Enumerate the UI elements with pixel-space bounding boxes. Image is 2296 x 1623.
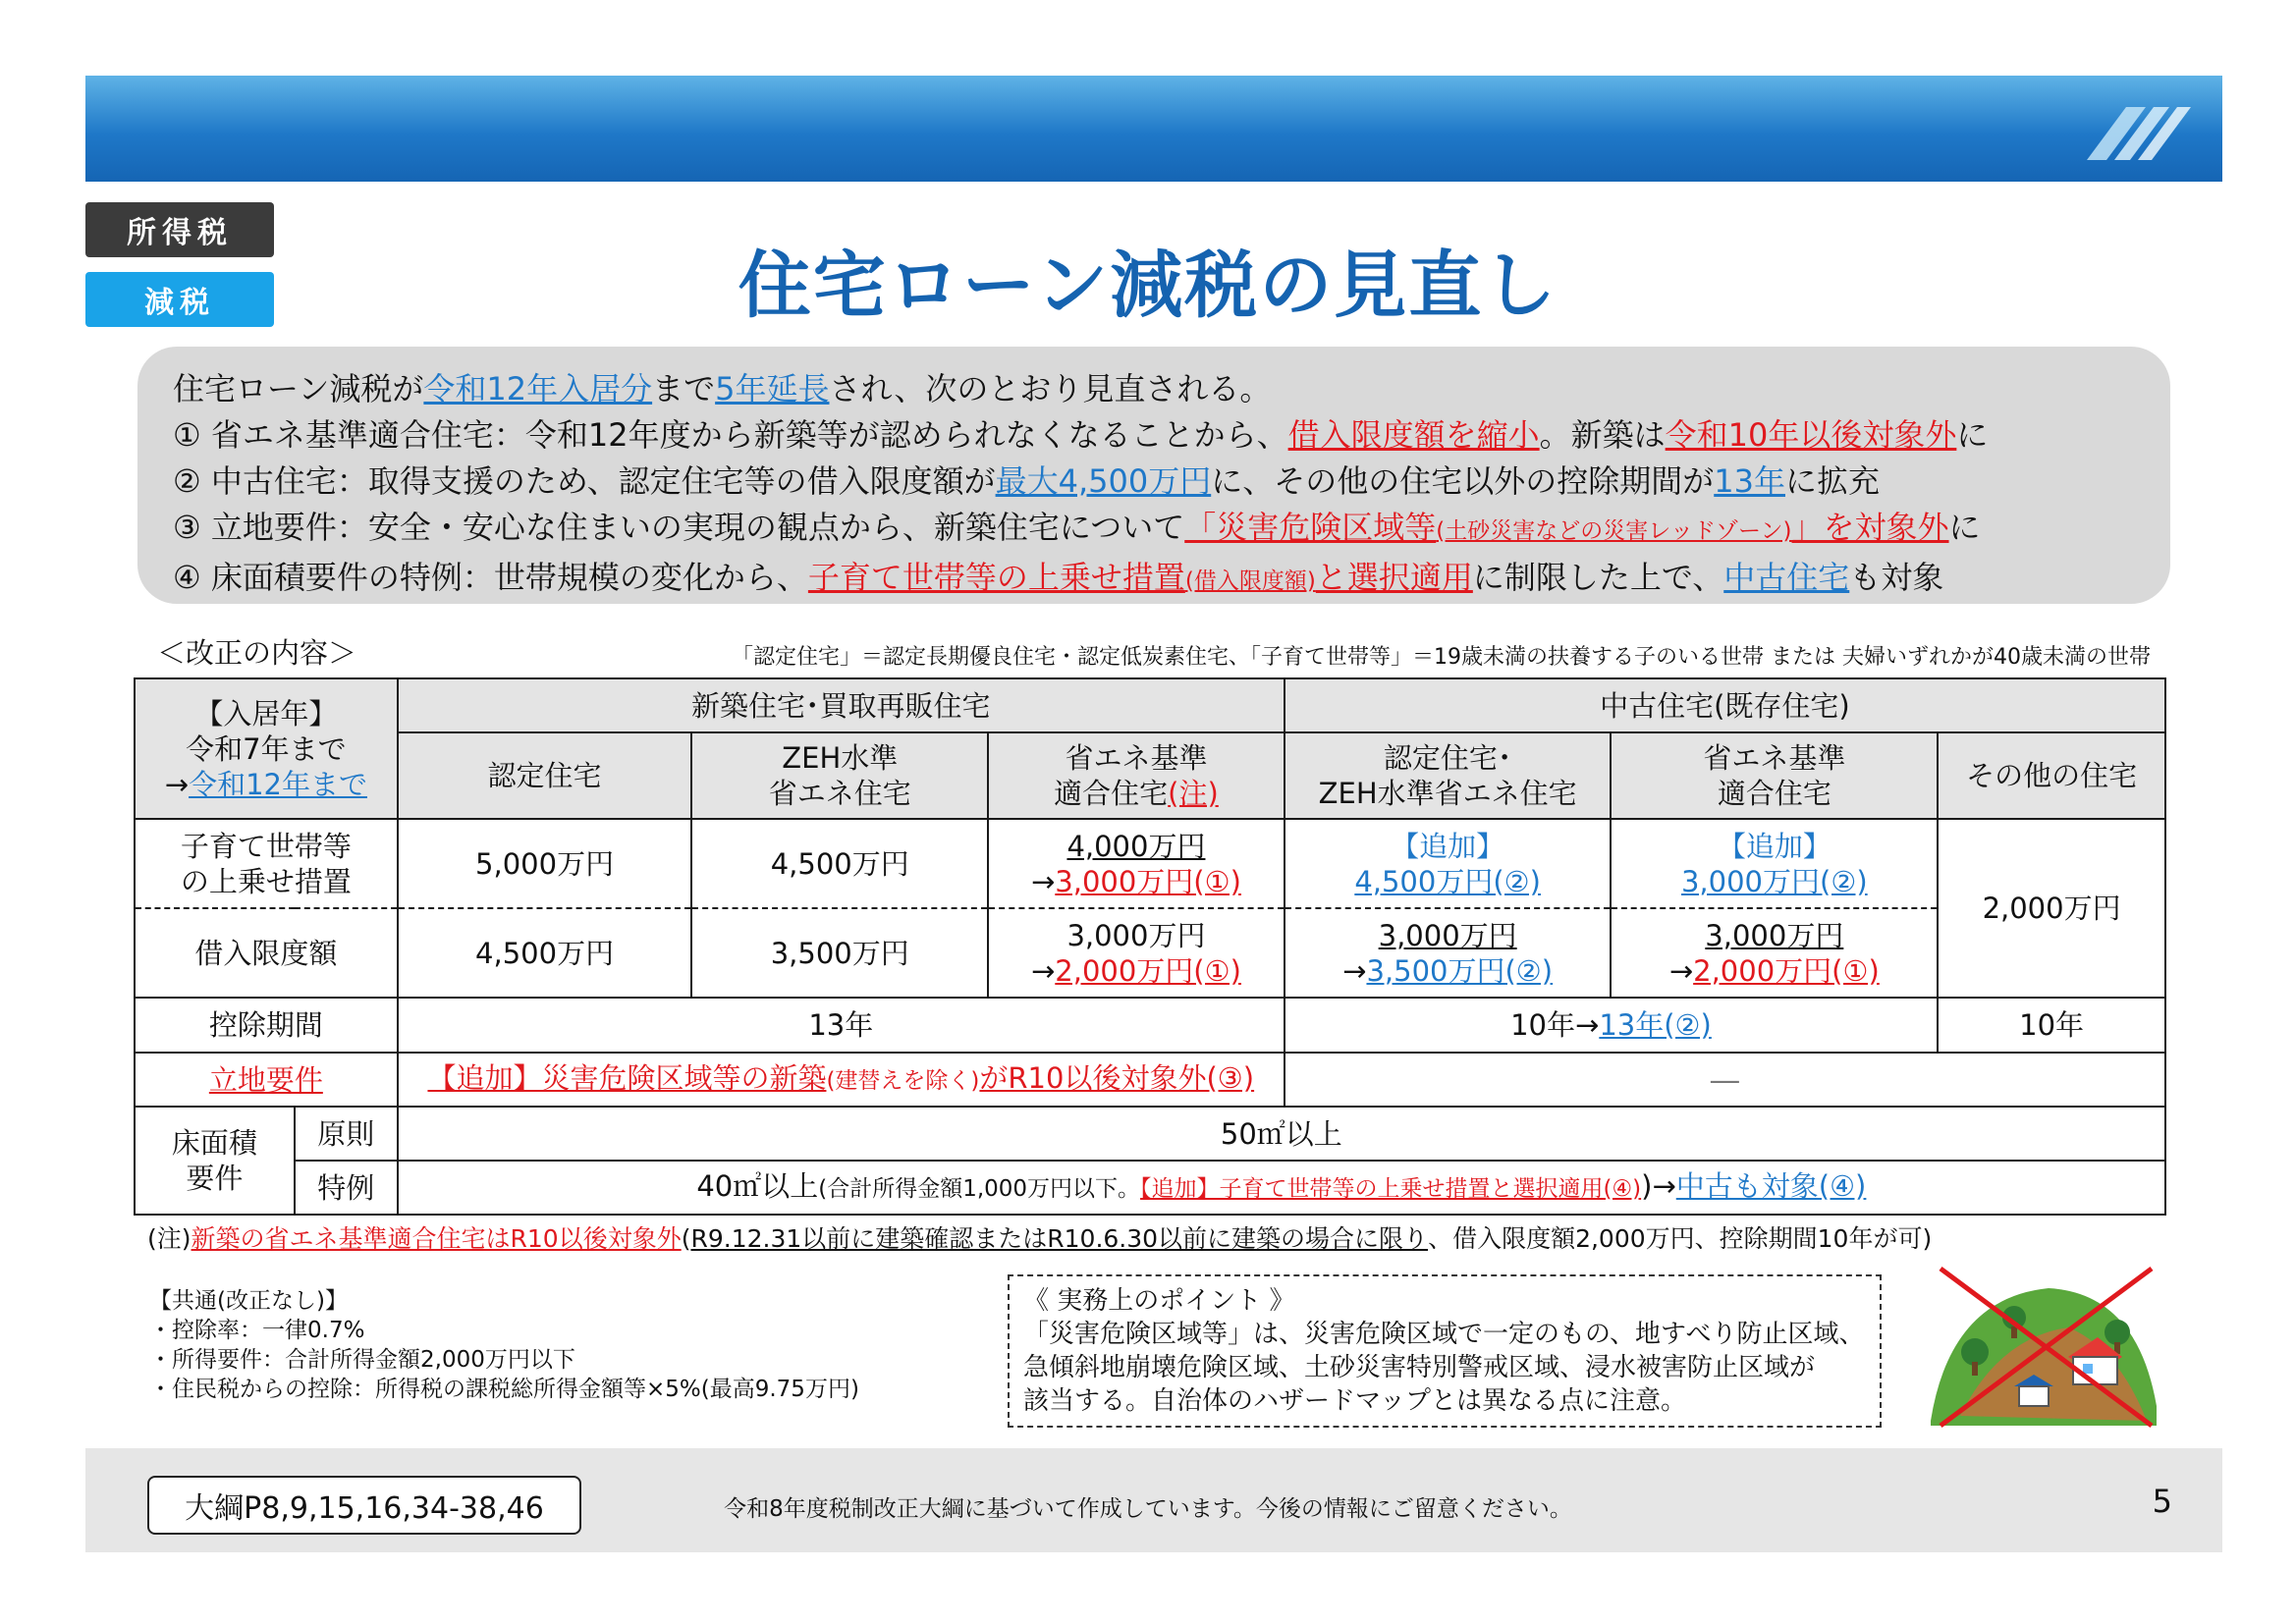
summary-point-4 <box>173 555 2135 605</box>
note-text: ( <box>681 1224 691 1253</box>
table-cell <box>988 908 1285 998</box>
note-text: (注) <box>147 1224 191 1253</box>
new-value: 【追加】子育て世帯等の上乗せ措置と選択適用(④) <box>1140 1176 1642 1202</box>
col-header <box>1285 732 1612 819</box>
col-header-line: 認定住宅･ <box>1383 741 1512 775</box>
arrow: → <box>1342 953 1367 988</box>
table-cell <box>1285 819 1612 908</box>
cell-text: 40㎡以上 <box>696 1169 819 1203</box>
summary-highlight: 最大4,500万円 <box>995 462 1212 500</box>
summary-highlight: 5年延長 <box>715 370 830 407</box>
table-cell <box>398 1161 2165 1215</box>
summary-text: ③ 立地要件：安全・安心な住まいの実現の観点から、新築住宅について <box>173 509 1185 546</box>
row-header <box>135 1107 295 1215</box>
table-cell <box>1611 908 1938 998</box>
table-cell: 5,000万円 <box>398 819 692 908</box>
new-value: 3,000万円(②) <box>1680 864 1868 898</box>
corner-label: 令和12年まで <box>189 767 367 801</box>
summary-highlight: 13年 <box>1714 462 1785 500</box>
common-item: ・住民税からの控除：所得税の課税総所得金額等×5%(最高9.75万円) <box>149 1377 859 1402</box>
summary-highlight: (借入限度額) <box>1184 568 1316 594</box>
cell-text: (合計所得金額1,000万円以下。 <box>818 1176 1141 1202</box>
summary-text: に制限した上で、 <box>1472 559 1724 596</box>
col-header <box>691 732 988 819</box>
new-value: 中古も対象(④) <box>1675 1169 1867 1203</box>
summary-highlight: 借入限度額を縮小 <box>1287 416 1540 454</box>
new-value: (建替えを除く) <box>826 1068 980 1094</box>
col-header-line: ZEH水準 <box>782 741 899 775</box>
old-value: 4,000万円 <box>1066 829 1206 863</box>
point-heading: 《 実務上のポイント 》 <box>1023 1286 1295 1316</box>
arrow: → <box>1668 953 1694 988</box>
common-item: ・所得要件：合計所得金額2,000万円以下 <box>149 1347 575 1373</box>
new-value: 13年(②) <box>1599 1008 1712 1042</box>
section-label: ＜改正の内容＞ <box>157 636 357 670</box>
col-header: その他の住宅 <box>1938 732 2165 819</box>
note-marker: (注) <box>1168 777 1219 810</box>
row-subheader: 原則 <box>295 1107 398 1161</box>
summary-text: ④ 床面積要件の特例：世帯規模の変化から、 <box>173 559 808 596</box>
tag-income-tax: 所得税 <box>85 202 274 257</box>
group-header-used: 中古住宅(既存住宅) <box>1285 678 2165 732</box>
corner-arrow: → <box>164 767 190 801</box>
definition-text: 「認定住宅」＝認定長期優良住宅・認定低炭素住宅、「子育て世帯等」＝19歳未満の扶養する子のいる世帯 または 夫婦いずれかが40歳未満の世帯 <box>732 645 2151 670</box>
header-banner <box>85 76 2222 182</box>
summary-highlight: 令和10年以後対象外 <box>1665 416 1957 454</box>
summary-text: に拡充 <box>1784 462 1880 500</box>
summary-text: され、次のとおり見直される。 <box>829 370 1272 407</box>
summary-text: ② 中古住宅：取得支援のため、認定住宅等の借入限度額が <box>173 462 996 500</box>
summary-box <box>137 347 2170 604</box>
old-value: 10年→ <box>1510 1008 1600 1042</box>
point-line: 該当する。自治体のハザードマップとは異なる点に注意。 <box>1023 1386 1686 1416</box>
summary-text: まで <box>652 370 716 407</box>
reference-box: 大綱P8,9,15,16,34-38,46 <box>147 1476 581 1535</box>
row-header <box>135 819 398 908</box>
note-text: 新築の省エネ基準適合住宅はR10以後対象外 <box>191 1224 682 1253</box>
page-number: 5 <box>2152 1483 2172 1520</box>
point-line: 急傾斜地崩壊危険区域、土砂災害特別警戒区域、浸水被害防止区域が <box>1023 1353 1816 1382</box>
row-subheader: 特例 <box>295 1161 398 1215</box>
col-header: 認定住宅 <box>398 732 692 819</box>
common-conditions <box>149 1286 859 1404</box>
corner-label: 令和7年まで <box>186 731 347 766</box>
point-line: 「災害危険区域等」は、災害危険区域で一定のもの、地すべり防止区域、 <box>1023 1320 1865 1349</box>
reform-table <box>134 677 2166 1216</box>
row-header-line: 子育て世帯等 <box>180 829 352 863</box>
added-label: 【追加】 <box>1717 829 1831 863</box>
summary-highlight: と選択適用 <box>1315 559 1473 596</box>
table-cell: 2,000万円 <box>1938 819 2165 998</box>
group-header-new: 新築住宅･買取再販住宅 <box>398 678 1285 732</box>
old-value: 3,000万円 <box>1066 918 1206 952</box>
col-header-line: 省エネ基準 <box>1703 741 1846 775</box>
summary-highlight: 令和12年入居分 <box>423 370 653 407</box>
table-cell <box>1285 908 1612 998</box>
table-corner <box>135 678 398 819</box>
arrow: → <box>1030 953 1056 988</box>
summary-point-2 <box>173 459 2135 505</box>
page-title: 住宅ローン減税の見直し <box>738 243 1558 328</box>
table-cell: 4,500万円 <box>691 819 988 908</box>
arrow: → <box>1030 864 1056 898</box>
summary-highlight: 」を対象外 <box>1791 509 1949 546</box>
row-header: 借入限度額 <box>135 908 398 998</box>
summary-highlight: 「災害危険区域等 <box>1184 509 1437 546</box>
row-header: 立地要件 <box>135 1053 398 1107</box>
common-item: ・控除率：一律0.7% <box>149 1318 365 1343</box>
new-value: がR10以後対象外(③) <box>979 1061 1255 1095</box>
table-cell <box>1611 819 1938 908</box>
table-cell <box>988 819 1285 908</box>
summary-text: に <box>1948 509 1981 546</box>
summary-highlight: 中古住宅 <box>1723 559 1850 596</box>
summary-highlight: 子育て世帯等の上乗せ措置 <box>807 559 1185 596</box>
table-cell: 4,500万円 <box>398 908 692 998</box>
new-value: 3,500万円(②) <box>1366 953 1554 988</box>
table-cell: ― <box>1285 1053 2165 1107</box>
summary-point-1 <box>173 412 2135 459</box>
table-cell: 50㎡以上 <box>398 1107 2165 1161</box>
summary-text: に <box>1956 416 1989 454</box>
table-cell: 3,500万円 <box>691 908 988 998</box>
old-value: 3,000万円 <box>1378 918 1517 952</box>
new-value: 2,000万円(①) <box>1055 953 1241 988</box>
table-cell <box>398 1053 1285 1107</box>
common-heading: 【共通(改正なし)】 <box>149 1288 348 1314</box>
table-note <box>147 1219 1932 1255</box>
col-header <box>988 732 1285 819</box>
stripe-logo-icon <box>2067 97 2195 160</box>
note-text: 、借入限度額2,000万円、控除期間10年が可) <box>1428 1224 1933 1253</box>
summary-text: 。新築は <box>1539 416 1666 454</box>
old-value: 3,000万円 <box>1705 918 1844 952</box>
summary-text: も対象 <box>1849 559 1944 596</box>
note-text: R9.12.31以前に建築確認またはR10.6.30以前に建築の場合に限り <box>690 1224 1429 1253</box>
col-header-line: 適合住宅 <box>1054 777 1169 810</box>
summary-intro <box>173 366 2135 412</box>
row-header-line: の上乗せ措置 <box>180 864 352 898</box>
row-header-line: 要件 <box>186 1162 244 1195</box>
footer-text: 令和8年度税制改正大綱に基づいて作成しています。今後の情報にご留意ください。 <box>724 1496 1572 1522</box>
summary-text: に、その他の住宅以外の控除期間が <box>1211 462 1715 500</box>
table-cell: 10年 <box>1938 998 2165 1053</box>
table-cell <box>1285 998 1938 1053</box>
col-header-line: ZEH水準省エネ住宅 <box>1318 777 1577 810</box>
summary-text: ① 省エネ基準適合住宅：令和12年度から新築等が認められなくなることから、 <box>173 416 1288 454</box>
practical-point-box <box>1008 1274 1882 1428</box>
summary-highlight: (土砂災害などの災害レッドゾーン) <box>1436 518 1792 544</box>
added-label: 【追加】 <box>1391 829 1505 863</box>
table-cell: 13年 <box>398 998 1285 1053</box>
new-value: 【追加】災害危険区域等の新築 <box>427 1061 827 1095</box>
col-header-line: 省エネ住宅 <box>768 777 911 810</box>
summary-point-3 <box>173 505 2135 555</box>
new-value: 4,500万円(②) <box>1354 864 1541 898</box>
corner-label: 【入居年】 <box>194 696 338 730</box>
summary-text: 住宅ローン減税が <box>173 370 424 407</box>
new-value: 3,000万円(①) <box>1055 864 1241 898</box>
cell-text: )→ <box>1641 1169 1676 1203</box>
tag-tax-reduction: 減税 <box>85 272 274 327</box>
landslide-house-crossed-icon <box>1921 1259 2166 1435</box>
row-header-line: 床面積 <box>171 1126 257 1160</box>
row-header: 控除期間 <box>135 998 398 1053</box>
col-header-line: 適合住宅 <box>1717 777 1831 810</box>
col-header-line: 省エネ基準 <box>1065 741 1208 775</box>
new-value: 2,000万円(①) <box>1693 953 1880 988</box>
col-header <box>1611 732 1938 819</box>
